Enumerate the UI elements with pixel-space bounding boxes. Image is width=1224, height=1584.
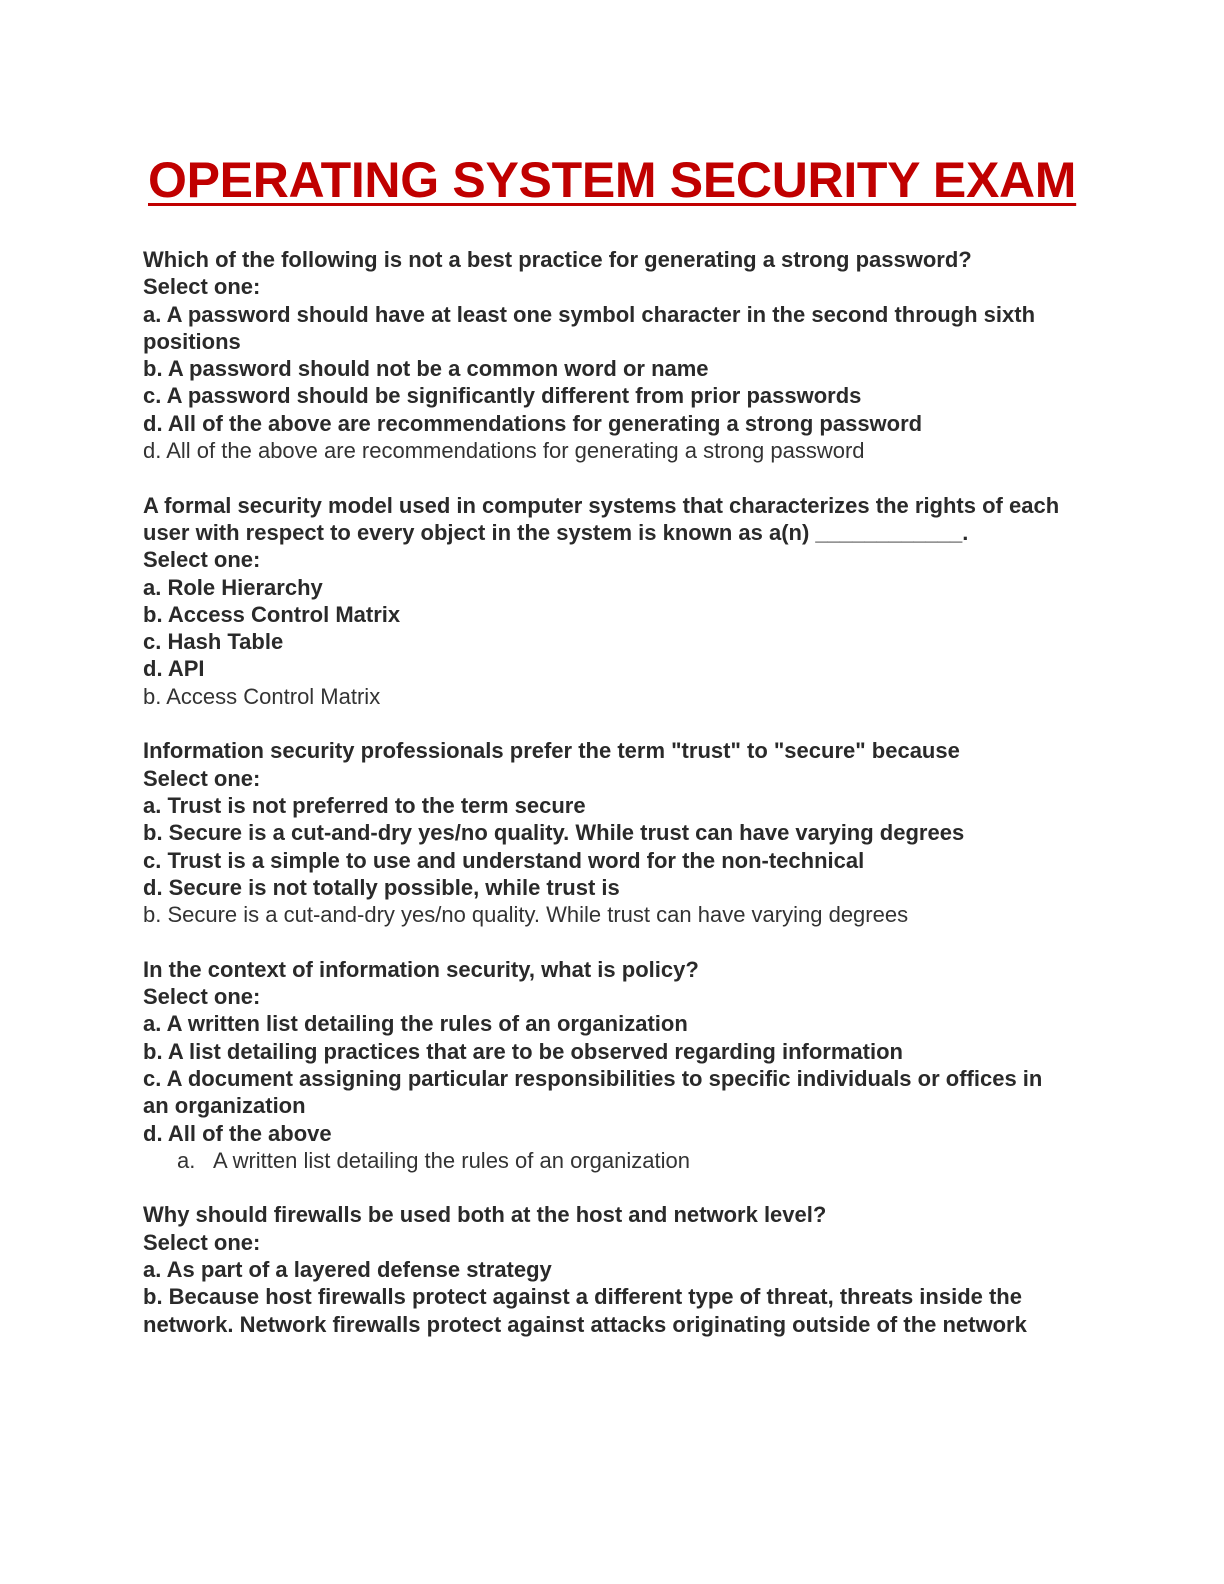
- option-a: a. Role Hierarchy: [143, 574, 323, 600]
- question-4: [143, 956, 1063, 1174]
- select-one-label: Select one:: [143, 274, 261, 300]
- option-b: b. Secure is a cut-and-dry yes/no quality. While trust can have varying degrees: [143, 820, 965, 846]
- option-c: c. A document assigning particular responsibilities to specific individuals or offices in an organization: [143, 1065, 1043, 1119]
- option-c: c. A password should be significantly different from prior passwords: [143, 383, 862, 409]
- option-d: d. API: [143, 656, 205, 682]
- select-one-label: Select one:: [143, 1229, 261, 1255]
- answer: d. All of the above are recommendations for generating a strong password: [143, 438, 865, 464]
- option-d: d. Secure is not totally possible, while trust is: [143, 874, 620, 900]
- exam-content: [143, 246, 1063, 1365]
- select-one-label: Select one:: [143, 547, 261, 573]
- answer-text: A written list detailing the rules of an organization: [213, 1147, 690, 1173]
- question-5: [143, 1201, 1063, 1337]
- question-prompt: A formal security model used in computer systems that characterizes the rights of each user with respect to every object in the system is known as a(n) ____________.: [143, 492, 1060, 545]
- option-a: a. A written list detailing the rules of an organization: [143, 1011, 688, 1037]
- option-c: c. Trust is a simple to use and understand word for the non-technical: [143, 847, 865, 873]
- option-b: b. A password should not be a common word or name: [143, 356, 709, 382]
- question-prompt: Which of the following is not a best practice for generating a strong password?: [143, 247, 972, 272]
- question-prompt: In the context of information security, what is policy?: [143, 956, 699, 982]
- option-c: c. Hash Table: [143, 629, 284, 655]
- option-b: b. Access Control Matrix: [143, 601, 401, 627]
- option-d: d. All of the above are recommendations for generating a strong password: [143, 410, 923, 436]
- select-one-label: Select one:: [143, 984, 261, 1010]
- question-3: [143, 737, 1063, 928]
- question-prompt: Information security professionals prefer the term "trust" to "secure" because: [143, 738, 960, 764]
- option-b: b. A list detailing practices that are to be observed regarding information: [143, 1038, 903, 1064]
- answer: [143, 1147, 1063, 1174]
- select-one-label: Select one:: [143, 765, 261, 791]
- option-d: d. All of the above: [143, 1120, 332, 1146]
- question-1: [143, 246, 1063, 464]
- answer: b. Access Control Matrix: [143, 683, 381, 709]
- answer: b. Secure is a cut-and-dry yes/no quality. While trust can have varying degrees: [143, 902, 909, 928]
- option-a: a. Trust is not preferred to the term secure: [143, 792, 586, 818]
- option-a: a. As part of a layered defense strategy: [143, 1256, 552, 1282]
- option-b: b. Because host firewalls protect against a different type of threat, threats inside the network. Network firewalls protect against attacks originating outside of the network: [143, 1284, 1027, 1337]
- question-prompt: Why should firewalls be used both at the host and network level?: [143, 1202, 827, 1228]
- answer-letter: a.: [177, 1147, 196, 1173]
- exam-title: OPERATING SYSTEM SECURITY EXAM: [148, 152, 1077, 208]
- question-2: [143, 492, 1063, 710]
- option-a: a. A password should have at least one symbol character in the second through sixth positions: [143, 301, 1036, 354]
